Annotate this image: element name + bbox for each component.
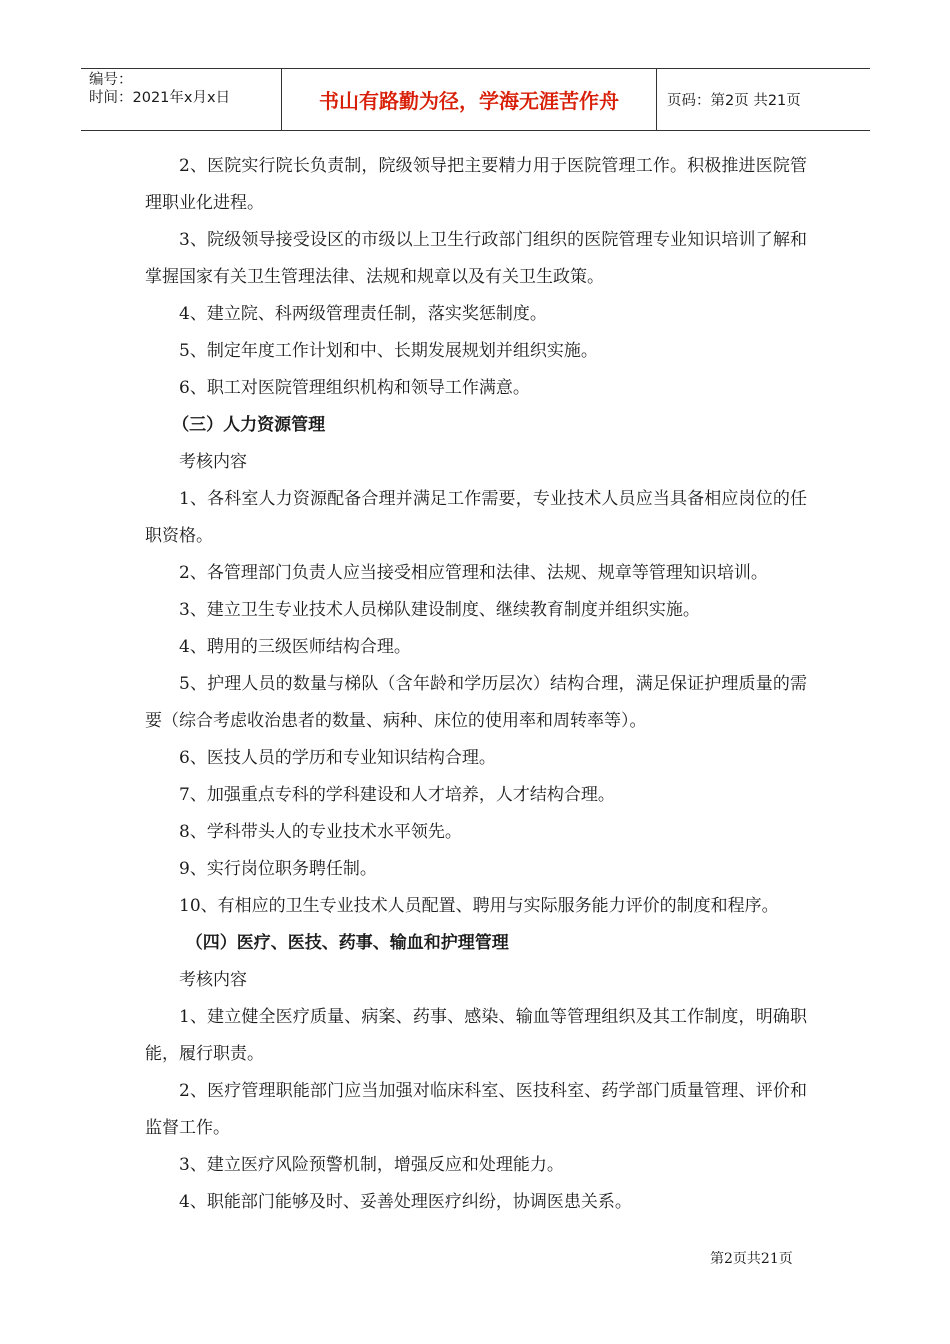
section-heading-hr: （三）人力资源管理 [172, 415, 326, 435]
paragraph: 6、医技人员的学历和专业知识结构合理。 [179, 748, 496, 768]
header-date-label: 时间：2021年x月x日 [89, 90, 231, 106]
subheading: 考核内容 [179, 970, 247, 990]
section-heading-medical: （四）医疗、医技、药事、输血和护理管理 [185, 933, 509, 953]
document-body [145, 148, 807, 1221]
paragraph: 1、各科室人力资源配备合理并满足工作需要，专业技术人员应当具备相应岗位的任职资格。 [145, 489, 807, 546]
paragraph: 5、护理人员的数量与梯队（含年龄和学历层次）结构合理，满足保证护理质量的需要（综合考虑收治患者的数量、病种、床位的使用率和周转率等）。 [145, 674, 807, 731]
paragraph: 2、各管理部门负责人应当接受相应管理和法律、法规、规章等管理知识培训。 [179, 563, 768, 583]
paragraph: 9、实行岗位职务聘任制。 [179, 859, 377, 879]
page-footer-number: 第2页共21页 [710, 1251, 793, 1267]
paragraph: 6、职工对医院管理组织机构和领导工作满意。 [179, 378, 530, 398]
paragraph: 2、医疗管理职能部门应当加强对临床科室、医技科室、药学部门质量管理、评价和监督工作。 [145, 1081, 807, 1138]
paragraph: 4、职能部门能够及时、妥善处理医疗纠纷，协调医患关系。 [179, 1192, 632, 1212]
paragraph: 5、制定年度工作计划和中、长期发展规划并组织实施。 [179, 341, 598, 361]
header-page-label: 页码：第2页 共21页 [667, 93, 801, 109]
subheading: 考核内容 [179, 452, 247, 472]
paragraph: 2、医院实行院长负责制，院级领导把主要精力用于医院管理工作。积极推进医院管理职业化进程。 [145, 156, 807, 213]
header-number-label: 编号： [89, 72, 133, 88]
paragraph: 4、建立院、科两级管理责任制，落实奖惩制度。 [179, 304, 547, 324]
paragraph: 10、有相应的卫生专业技术人员配置、聘用与实际服务能力评价的制度和程序。 [179, 896, 779, 916]
paragraph: 4、聘用的三级医师结构合理。 [179, 637, 411, 657]
paragraph: 7、加强重点专科的学科建设和人才培养，人才结构合理。 [179, 785, 615, 805]
paragraph: 1、建立健全医疗质量、病案、药事、感染、输血等管理组织及其工作制度，明确职能，履行职责。 [145, 1007, 807, 1064]
header-motto: 书山有路勤为径，学海无涯苦作舟 [281, 69, 657, 130]
page-header [81, 68, 870, 131]
header-left-cell [81, 69, 281, 130]
paragraph: 3、院级领导接受设区的市级以上卫生行政部门组织的医院管理专业知识培训了解和掌握国家有关卫生管理法律、法规和规章以及有关卫生政策。 [145, 230, 807, 287]
paragraph: 8、学科带头人的专业技术水平领先。 [179, 822, 462, 842]
paragraph: 3、建立卫生专业技术人员梯队建设制度、继续教育制度并组织实施。 [179, 600, 700, 620]
paragraph: 3、建立医疗风险预警机制，增强反应和处理能力。 [179, 1155, 564, 1175]
